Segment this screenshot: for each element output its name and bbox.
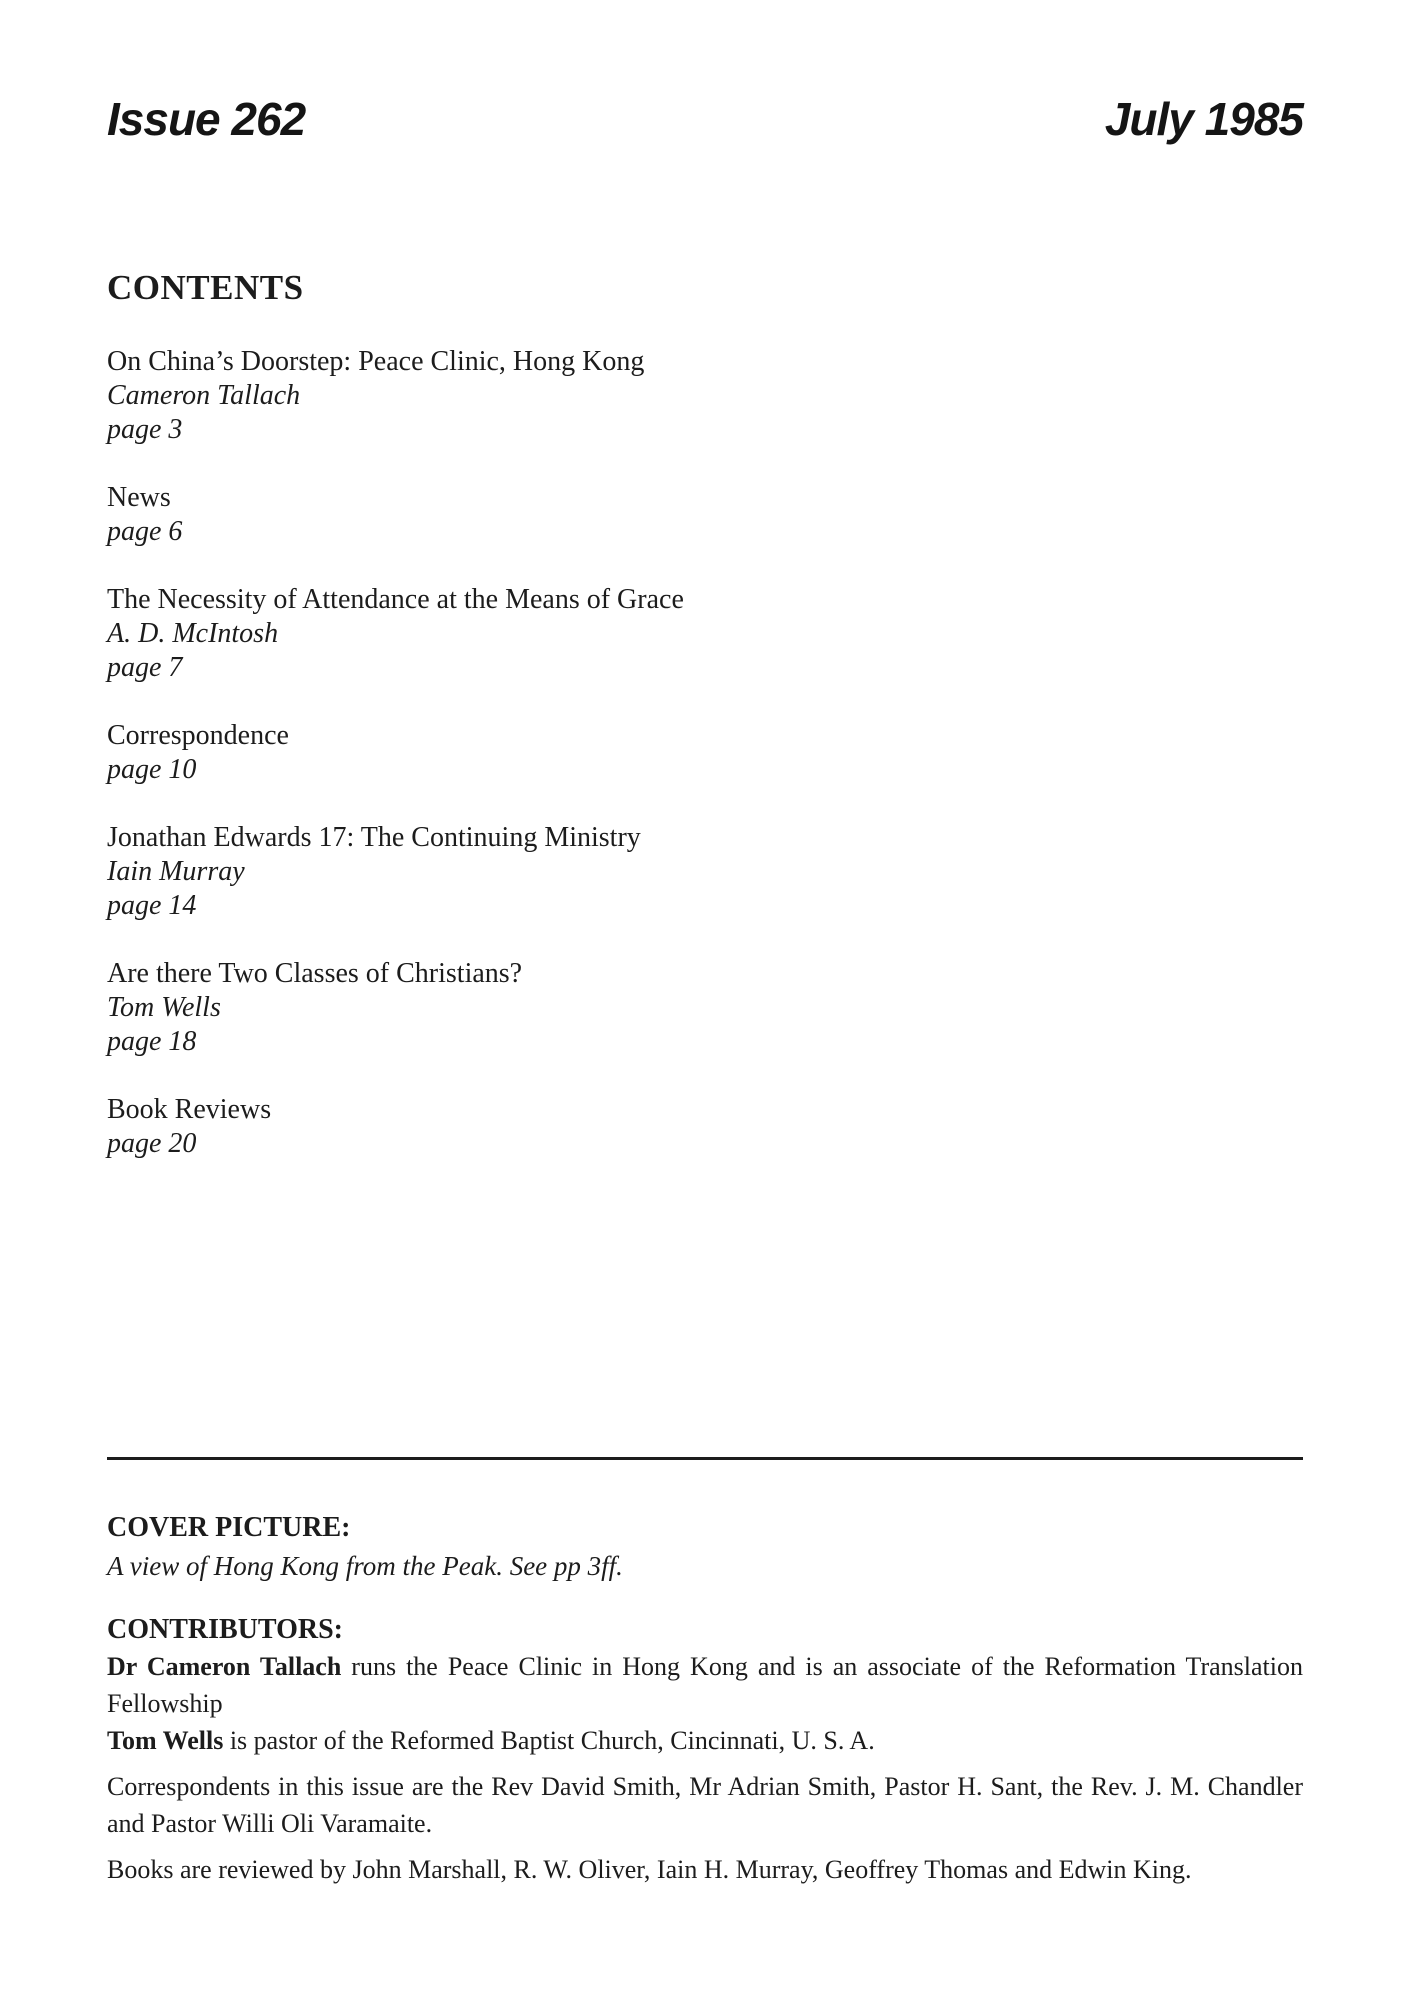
toc-entry-title: On China’s Doorstep: Peace Clinic, Hong Kong: [107, 346, 645, 377]
toc-entry-page: page 7: [107, 652, 183, 683]
horizontal-rule: [107, 1457, 1303, 1460]
toc-entry-page: page 18: [107, 1026, 197, 1057]
contributor-description: runs the Peace Clinic in Hong Kong and is an associate of the Reformation Translation Fellowship: [107, 1652, 1303, 1718]
toc-entry: [107, 345, 1303, 447]
toc-entry: [107, 583, 1303, 685]
toc-entry: [107, 821, 1303, 923]
contributor-bio: [107, 1722, 1303, 1759]
toc-entry-author: Iain Murray: [107, 856, 245, 887]
toc-entry-page: page 14: [107, 890, 197, 921]
cover-picture-caption: A view of Hong Kong from the Peak. See pp 3ff.: [107, 1551, 623, 1581]
toc-entry-title: Correspondence: [107, 720, 289, 751]
toc-entry-title: Jonathan Edwards 17: The Continuing Ministry: [107, 822, 641, 853]
contributor-bios: [107, 1648, 1303, 1759]
toc-entry: [107, 1093, 1303, 1161]
toc-entry-page: page 6: [107, 516, 183, 547]
contents-heading: CONTENTS: [107, 268, 304, 307]
cover-picture-heading: COVER PICTURE:: [107, 1512, 351, 1543]
table-of-contents: [107, 345, 1303, 1161]
correspondents-paragraph: Correspondents in this issue are the Rev David Smith, Mr Adrian Smith, Pastor H. Sant, the Rev. J. M. Chandler and Pastor Willi Oli Varamaite.: [107, 1772, 1303, 1838]
toc-entry: [107, 719, 1303, 787]
issue-number: Issue 262: [107, 93, 306, 145]
contributor-name: Tom Wells: [107, 1726, 224, 1755]
toc-entry-title: Book Reviews: [107, 1094, 272, 1125]
contributors-heading: CONTRIBUTORS:: [107, 1614, 343, 1645]
contributor-bio: [107, 1648, 1303, 1722]
toc-entry-author: A. D. McIntosh: [107, 618, 279, 649]
toc-entry: [107, 957, 1303, 1059]
toc-entry-author: Cameron Tallach: [107, 380, 301, 411]
contributor-description: is pastor of the Reformed Baptist Church, Cincinnati, U. S. A.: [223, 1726, 875, 1755]
masthead: [107, 93, 1303, 145]
toc-entry-title: News: [107, 482, 171, 513]
contributor-name: Dr Cameron Tallach: [107, 1652, 342, 1681]
issue-date: July 1985: [1104, 93, 1303, 145]
toc-entry-page: page 3: [107, 414, 183, 445]
toc-entry-title: The Necessity of Attendance at the Means of Grace: [107, 584, 684, 615]
toc-entry-author: Tom Wells: [107, 992, 221, 1023]
toc-entry-page: page 10: [107, 754, 197, 785]
book-reviewers-paragraph: Books are reviewed by John Marshall, R. W. Oliver, Iain H. Murray, Geoffrey Thomas and Edwin King.: [107, 1855, 1192, 1884]
toc-entry-title: Are there Two Classes of Christians?: [107, 958, 523, 989]
toc-entry-page: page 20: [107, 1128, 197, 1159]
toc-entry: [107, 481, 1303, 549]
